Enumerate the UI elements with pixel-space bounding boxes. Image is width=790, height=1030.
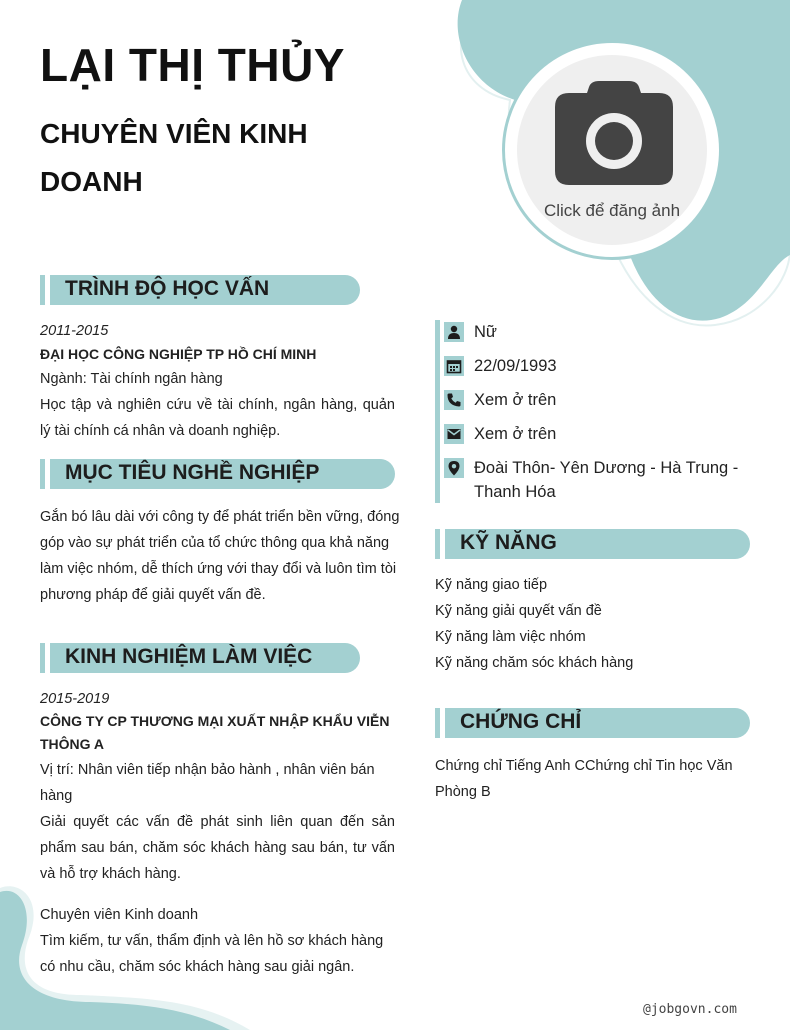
objective-title: MỤC TIÊU NGHỀ NGHIỆP: [65, 461, 320, 484]
job-title: CHUYÊN VIÊN KINH DOANH: [40, 118, 308, 197]
experience-company: CÔNG TY CP THƯƠNG MẠI XUẤT NHẬP KHẨU VIỄN THÔNG A: [40, 713, 390, 752]
calendar-icon: [446, 358, 462, 374]
photo-upload-label: Click để đăng ảnh: [543, 201, 681, 220]
education-period: 2011-2015: [40, 323, 109, 339]
experience-second-role: Chuyên viên Kinh doanh: [40, 907, 199, 923]
education-title: TRÌNH ĐỘ HỌC VẤN: [65, 277, 270, 300]
experience-position: Vị trí: Nhân viên tiếp nhận bảo hành , nhân viên bán hàng: [40, 762, 375, 804]
education-description: Học tập và nghiên cứu về tài chính, ngân hàng, quản lý tài chính cá nhân và doanh nghiệp.: [40, 397, 395, 439]
camera-icon: [555, 81, 673, 185]
email-value: Xem ở trên: [474, 425, 557, 443]
skill-item: Kỹ năng giải quyết vấn đề: [435, 603, 602, 619]
certificates-text: Chứng chỉ Tiếng Anh CChứng chỉ Tin học Văn Phòng B: [435, 758, 733, 800]
mail-icon: [446, 426, 462, 442]
experience-heading: [50, 643, 360, 673]
location-pin-icon: [446, 460, 462, 476]
profile-photo-frame[interactable]: [502, 40, 722, 260]
watermark: @jobgovn.com: [643, 1002, 737, 1017]
skill-item: Kỹ năng làm việc nhóm: [435, 629, 586, 645]
education-heading: [50, 275, 360, 305]
education-major: Ngành: Tài chính ngân hàng: [40, 371, 223, 387]
skills-heading: [445, 529, 750, 559]
experience-title: KINH NGHIỆM LÀM VIỆC: [65, 645, 313, 668]
experience-period: 2015-2019: [40, 691, 110, 707]
profile-photo-upload[interactable]: [517, 55, 707, 245]
certificates-title: CHỨNG CHỈ: [460, 710, 582, 733]
objective-text: Gắn bó lâu dài với công ty để phát triển bền vững, đóng góp vào sự phát triển của tổ chức thông qua khả năng làm việc nhóm, dễ thích ứng với thay đổi và luôn tìm tòi phương pháp để giải quyết vấn đề.: [40, 509, 400, 603]
skill-item: Kỹ năng giao tiếp: [435, 577, 548, 593]
experience-description: Giải quyết các vấn đề phát sinh liên quan đến sản phẩm sau bán, chăm sóc khách hàng sau bán, tư vấn và hỗ trợ khách hàng.: [40, 814, 395, 882]
phone-icon: [446, 392, 462, 408]
objective-heading: [50, 459, 395, 489]
phone-value: Xem ở trên: [474, 391, 557, 409]
address-value: Đoài Thôn- Yên Dương - Hà Trung - Thanh Hóa: [474, 459, 739, 501]
skill-item: Kỹ năng chăm sóc khách hàng: [435, 655, 634, 671]
birthday-value: 22/09/1993: [474, 357, 557, 375]
contact-accent-bar: [435, 320, 440, 503]
education-school: ĐẠI HỌC CÔNG NGHIỆP TP HỒ CHÍ MINH: [40, 346, 317, 362]
certificates-heading: [445, 708, 750, 738]
gender-value: Nữ: [474, 323, 497, 341]
skills-title: KỸ NĂNG: [460, 531, 557, 554]
experience-second-description: Tìm kiếm, tư vấn, thẩm định và lên hồ sơ khách hàng có nhu cầu, chăm sóc khách hàng sau giải ngân.: [40, 933, 384, 975]
person-icon: [446, 324, 462, 340]
candidate-name: LẠI THỊ THỦY: [40, 39, 345, 91]
